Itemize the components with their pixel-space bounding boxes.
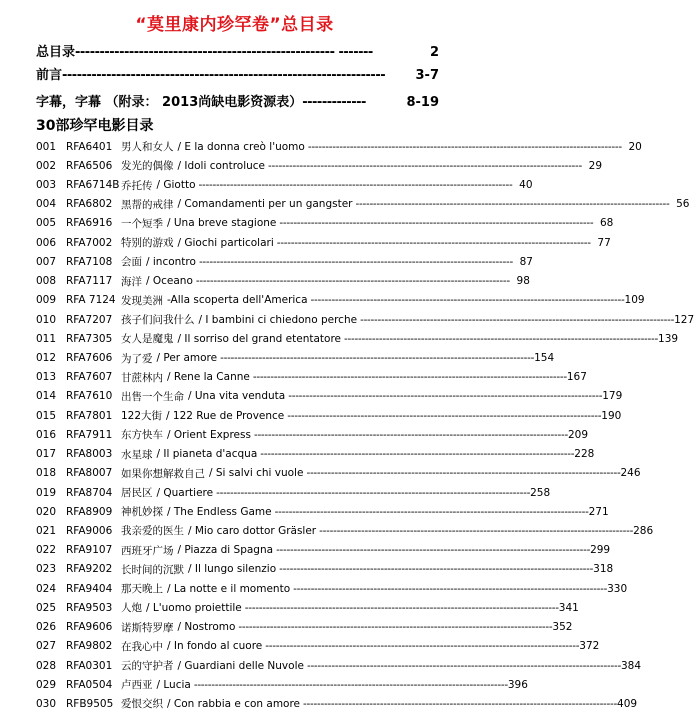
original-title: / Idoli controluce [177,159,266,172]
toc-line-subtitles [36,90,439,110]
entry-number: 001 [36,140,57,153]
catalog-code: RFA7607 [66,371,113,384]
entry-number: 023 [36,563,57,576]
chinese-title: 出售一个生命 [121,390,184,403]
chinese-title: 特别的游戏 [121,237,174,250]
chinese-title: 122大街 [121,410,163,423]
chinese-title: 神机妙探 [121,506,163,519]
chinese-title: 一个短季 [121,217,163,230]
chinese-title: 卢西亚 [121,679,153,692]
original-title: / Per amore [156,352,218,365]
toc-label: 总目录 [36,45,76,60]
entry-number: 018 [36,467,57,480]
entry-number: 024 [36,582,57,595]
page-number: 68 [599,217,614,230]
list-item [36,348,555,367]
original-title: / Nostromo [177,621,236,634]
list-item [36,637,600,656]
catalog-code: RFA6714B [66,179,120,192]
list-item [36,617,573,636]
catalog-code: RFA9006 [66,524,113,537]
page-number: 384 [620,659,641,672]
toc-page: 2 [429,45,439,60]
chinese-title: 人炮 [121,602,142,615]
chinese-title: 诺斯特罗摩 [121,621,174,634]
page-number: 20 [628,140,642,153]
catalog-code: RFA7305 [66,332,113,345]
entry-number: 019 [36,486,57,499]
entry-number: 007 [36,255,57,268]
page-number: 299 [590,544,611,557]
page-number: 109 [624,294,645,307]
chinese-title: 甘蔗林内 [121,371,163,384]
toc-line-contents [36,40,439,60]
original-title: / Oceano [146,275,193,288]
page-title: “莫里康内珍罕卷”总目录 [135,15,334,35]
leader-dots: ------------------------------------------------------------------------------------------ [268,159,583,172]
original-title: / Giochi particolari [177,236,274,249]
chinese-title: 那天晚上 [121,583,163,596]
page-number: 228 [574,448,595,461]
entry-number: 029 [36,678,57,691]
entry-number: 030 [36,697,57,710]
chinese-title: 云的守护者 [121,660,174,673]
leader-dots: ------------------------------------------------------------------------------------------ [360,313,675,326]
leader-dots: ------------------------------------------------------------------------------------------ [279,217,594,230]
catalog-code: RFA0504 [66,678,113,691]
leader-dots: ------------------------------------------------------------------------------------------ [344,332,659,345]
original-title: / Guardiani delle Nuvole [177,659,304,672]
page-number: 246 [620,467,641,480]
leader-dots: ------------------------------------------------------------------------------------------ [319,524,634,537]
entry-number: 026 [36,621,57,634]
original-title: / Comandamenti per un gangster [177,198,353,211]
list-item [36,406,622,425]
catalog-code: RFA6506 [66,159,113,172]
leader-dots: ------------------------------------------------------------------------------------------ [307,140,622,153]
original-title: / 122 Rue de Provence [166,409,285,422]
catalog-code: RFA8909 [66,505,113,518]
catalog-code: RFA7002 [66,236,113,249]
page-number: 409 [617,697,638,710]
catalog-code: RFA7108 [66,255,113,268]
page-number: 179 [602,390,623,403]
chinese-title: 如果你想解救自己 [121,467,205,480]
chinese-title: 东方快车 [121,429,163,442]
catalog-code: RFA9107 [66,544,113,557]
page-number: 209 [567,428,588,441]
toc-label: 前言 [36,68,63,83]
list-item [36,521,654,540]
original-title: / incontro [146,255,196,268]
leader-dots: ------------------------------------------------------------------------------------------ [220,352,535,365]
entry-number: 003 [36,179,57,192]
leader-dots: ------------------------------------------------------------------------------------------ [276,544,591,557]
original-title: / In fondo al cuore [167,640,263,653]
chinese-title: 发现美洲 [121,294,163,307]
catalog-code: RFB9505 [66,697,114,710]
page-number: 341 [558,601,579,614]
entry-number: 027 [36,640,57,653]
entry-number: 012 [36,352,57,365]
list-item [36,233,611,252]
catalog-code: RFA9606 [66,621,113,634]
entry-number: 017 [36,448,57,461]
catalog-code: RFA0301 [66,659,113,672]
entry-number: 015 [36,409,57,422]
entry-number: 008 [36,275,57,288]
page-number: 29 [588,159,603,172]
chinese-title: 西班牙广场 [121,544,174,557]
list-item [36,694,638,713]
list-item [36,156,603,175]
original-title: / Lucia [156,678,191,691]
toc-leader: ------------------------------------------------------------------ [62,68,386,83]
entry-number: 011 [36,332,57,345]
chinese-title: 孩子们问我什么 [121,314,195,327]
catalog-code: RFA6802 [66,198,113,211]
catalog-code: RFA8704 [66,486,113,499]
page-number: 318 [593,563,614,576]
section-title: 30部珍罕电影目录 [36,118,154,134]
original-title: / Piazza di Spagna [177,544,274,557]
list-item [36,214,614,233]
catalog-code: RFA9404 [66,582,113,595]
original-title: / The Endless Game [167,505,272,518]
page-number: 98 [516,275,530,288]
page-number: 139 [658,332,679,345]
leader-dots: ------------------------------------------------------------------------------------------ [303,697,618,710]
toc-leader: ----------------------------------------------------- ------- [75,45,373,60]
leader-dots: ------------------------------------------------------------------------------------------ [244,601,559,614]
leader-dots: ------------------------------------------------------------------------------------------ [253,428,568,441]
page-number: 167 [566,371,587,384]
chinese-title: 爱恨交织 [121,698,163,711]
original-title: / La notte e il momento [167,582,291,595]
list-item [36,560,614,579]
leader-dots: ------------------------------------------------------------------------------------------ [193,678,508,691]
list-item [36,310,694,329]
chinese-title: 海洋 [121,275,142,288]
original-title: / Mio caro dottor Gräsler [188,524,317,537]
list-item [36,195,690,214]
page-number: 77 [597,236,611,249]
catalog-code: RFA8007 [66,467,113,480]
catalog-code: RFA7606 [66,352,113,365]
leader-dots: ------------------------------------------------------------------------------------------ [198,179,513,192]
chinese-title: 发光的偶像 [121,160,174,173]
list-item [36,252,533,271]
page-number: 352 [552,621,573,634]
original-title: / Si salvi chi vuole [209,467,304,480]
original-title: / Il sorriso del grand etentatore [177,332,342,345]
leader-dots: ------------------------------------------------------------------------------------------ [238,621,553,634]
original-title: / I bambini ci chiedono perche [198,313,358,326]
chinese-title: 黑帮的戒律 [121,198,174,211]
entry-number: 013 [36,371,57,384]
list-item [36,483,551,502]
page-number: 87 [519,255,533,268]
list-item [36,272,530,291]
leader-dots: ------------------------------------------------------------------------------------------ [216,486,531,499]
list-item [36,675,528,694]
original-title: / Giotto [156,179,196,192]
original-title: / Una vita venduta [188,390,286,403]
page-number: 330 [607,582,628,595]
chinese-title: 居民区 [121,487,153,500]
leader-dots: ------------------------------------------------------------------------------------------ [287,409,602,422]
catalog-code: RFA9202 [66,563,113,576]
chinese-title: 长时间的沉默 [121,563,184,576]
catalog-code: RFA7911 [66,428,113,441]
catalog-code: RFA9503 [66,601,113,614]
leader-dots: ------------------------------------------------------------------------------------------ [310,294,625,307]
list-item [36,368,587,387]
original-title: / Orient Express [167,428,251,441]
entry-number: 010 [36,313,57,326]
leader-dots: ------------------------------------------------------------------------------------------ [306,467,621,480]
original-title: / Una breve stagione [167,217,277,230]
chinese-title: 会面 [121,256,142,269]
toc-line-preface [36,63,439,83]
leader-dots: ------------------------------------------------------------------------------------------ [293,582,608,595]
page-number: 56 [676,198,690,211]
entry-number: 014 [36,390,57,403]
catalog-code: RFA7801 [66,409,113,422]
list-item [36,579,628,598]
leader-dots: ------------------------------------------------------------------------------------------ [274,505,589,518]
catalog-code: RFA 7124 [66,294,116,307]
list-item [36,464,641,483]
list-item [36,598,579,617]
leader-dots: ------------------------------------------------------------------------------------------ [265,640,580,653]
entry-number: 006 [36,236,57,249]
catalog-code: RFA7207 [66,313,113,326]
chinese-title: 我亲爱的医生 [121,525,184,538]
toc-page: 8-19 [406,95,439,110]
toc-label: 字幕，字幕 （附录： 2013尚缺电影资源表） [36,95,303,110]
list-item [36,656,641,675]
page-number: 190 [601,409,622,422]
leader-dots: ------------------------------------------------------------------------------------------ [279,563,594,576]
toc-page: 3-7 [415,68,439,83]
page-number: 286 [633,524,654,537]
catalog-code: RFA7610 [66,390,113,403]
list-item [36,291,645,310]
chinese-title: 女人是魔鬼 [121,333,174,346]
page-number: 372 [579,640,600,653]
catalog-code: RFA8003 [66,448,113,461]
original-title: / L'uomo proiettile [146,601,242,614]
entry-number: 004 [36,198,57,211]
original-title: / E la donna creò l'uomo [177,140,305,153]
entry-number: 002 [36,159,57,172]
chinese-title: 乔托传 [121,179,153,192]
list-item [36,387,623,406]
page-number: 271 [588,505,609,518]
leader-dots: ------------------------------------------------------------------------------------------ [355,198,670,211]
list-item [36,445,595,464]
page-number: 396 [507,678,528,691]
catalog-code: RFA9802 [66,640,113,653]
list-item [36,175,533,194]
page-number: 154 [534,352,555,365]
chinese-title: 男人和女人 [121,141,174,154]
chinese-title: 水星球 [121,448,153,461]
leader-dots: ------------------------------------------------------------------------------------------ [260,448,575,461]
original-title: / Il lungo silenzio [188,563,277,576]
entry-number: 025 [36,601,57,614]
original-title: / Rene la Canne [167,371,250,384]
original-title: -Alla scoperta dell'America [167,294,308,307]
list-item [36,541,611,560]
entry-number: 016 [36,428,57,441]
chinese-title: 在我心中 [121,640,163,653]
leader-dots: ------------------------------------------------------------------------------------------ [195,275,510,288]
catalog-code: RFA6916 [66,217,113,230]
entry-number: 022 [36,544,57,557]
leader-dots: ------------------------------------------------------------------------------------------ [306,659,621,672]
original-title: / Il pianeta d'acqua [156,448,258,461]
list-item [36,137,642,156]
list-item [36,502,609,521]
leader-dots: ------------------------------------------------------------------------------------------ [276,236,591,249]
leader-dots: ------------------------------------------------------------------------------------------ [198,255,513,268]
catalog-code: RFA7117 [66,275,113,288]
entry-number: 020 [36,505,57,518]
list-item [36,425,588,444]
entry-number: 005 [36,217,57,230]
toc-leader: ------------- [302,95,366,110]
list-item [36,329,679,348]
page-number: 127 [674,313,694,326]
catalog-code: RFA6401 [66,140,113,153]
original-title: / Quartiere [156,486,214,499]
page-number: 258 [530,486,551,499]
entry-number: 028 [36,659,57,672]
entry-number: 021 [36,524,57,537]
leader-dots: ------------------------------------------------------------------------------------------ [288,390,603,403]
original-title: / Con rabbia e con amore [167,697,301,710]
film-list [36,137,694,714]
entry-number: 009 [36,294,57,307]
leader-dots: ------------------------------------------------------------------------------------------ [252,371,567,384]
chinese-title: 为了爱 [121,352,153,365]
page-number: 40 [519,179,533,192]
